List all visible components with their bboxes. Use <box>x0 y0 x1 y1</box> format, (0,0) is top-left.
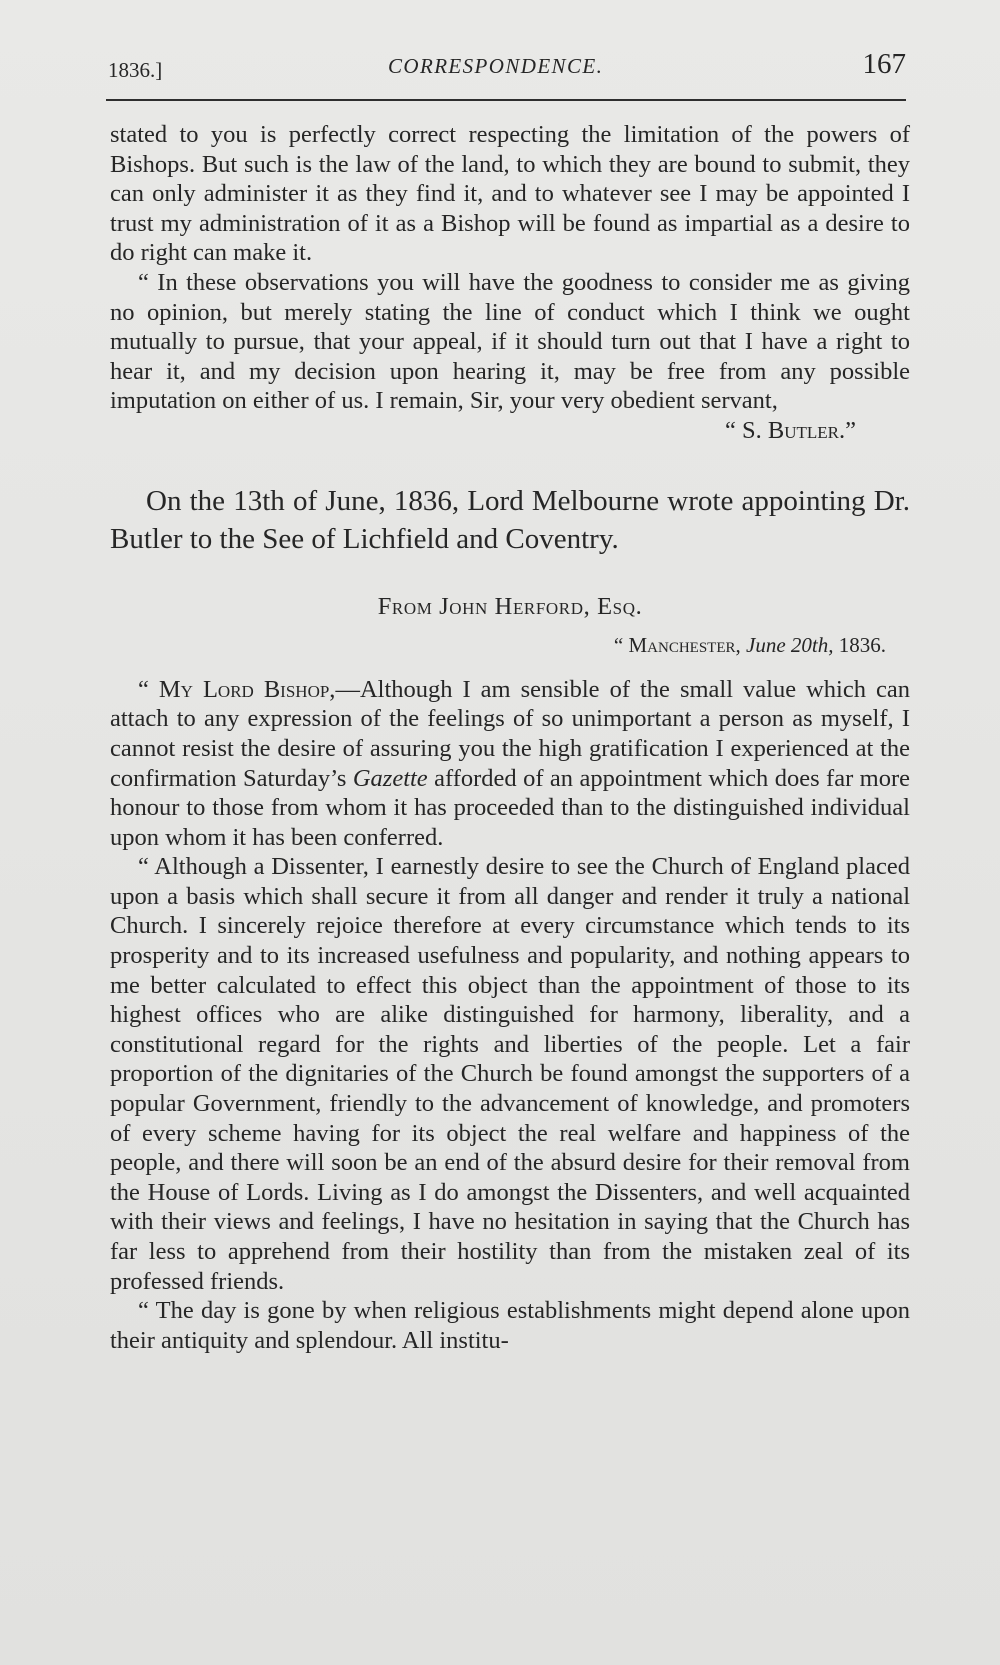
dateline-year: 1836. <box>833 633 886 658</box>
announcement: On the 13th of June, 1836, Lord Melbourne wrote appointing Dr. Butler to the See of Lichfield and Coventry. <box>110 484 910 555</box>
letter2-heading: From John Herford, Esq. <box>377 592 643 620</box>
salutation: “ My Lord Bishop, <box>138 675 336 703</box>
para1-text-b: afforded of an appointment which does far more honour to those from whom it has proceeded than to the distinguished individual upon whom it has been conferred. <box>110 764 910 851</box>
gazette-title: Gazette <box>352 764 428 792</box>
header-rule <box>106 99 906 101</box>
page-number: 167 <box>862 48 906 80</box>
letter2-paragraph-3: “ The day is gone by when religious establishments might depend alone upon their antiquity and splendour. All institu- <box>110 1297 910 1354</box>
para1-text-a: —Although I am sensible of the small value which can attach to any expression of the feelings of so unimportant a person as myself, I cannot resist the desire of assuring you the high gratification I experienced at the confirmation Saturday’s <box>110 675 910 792</box>
running-header <box>108 48 908 88</box>
letter2-paragraph-1 <box>110 675 910 853</box>
dateline-date: June 20th, <box>746 633 834 658</box>
header-title: CORRESPONDENCE. <box>388 54 604 78</box>
page-body <box>110 120 910 1355</box>
letter1-continuation: stated to you is perfectly correct respecting the limitation of the powers of Bishops. But such is the law of the land, to which they are bound to submit, they can only administer it as they find it, and to whatever see I may be appointed I trust my administration of it as a Bishop will be found as impartial as a desire to do right can make it. <box>110 121 910 267</box>
letter1-signature: “ S. Butler.” <box>725 416 856 444</box>
header-year: 1836.] <box>108 58 163 82</box>
dateline-place: “ Manchester, <box>613 633 747 658</box>
letter2-dateline <box>110 631 910 661</box>
letter2-paragraph-2: “ Although a Dissenter, I earnestly desire to see the Church of England placed upon a basis which shall secure it from all danger and render it truly a national Church. I sincerely rejoice therefore at every circumstance which tends to its prosperity and to its increased usefulness and popularity, and nothing appears to me better calculated to effect this object than the appointment of those to its highest offices who are alike distinguished for harmony, liberality, and a constitutional regard for the rights and liberties of the people. Let a fair proportion of the dignitaries of the Church be found amongst the supporters of a popular Government, friendly to the advancement of knowledge, and promoters of every scheme having for its object the real welfare and happiness of the people, and there will soon be an end of the absurd desire for their removal from the House of Lords. Living as I do amongst the Dissenters, and well acquainted with their views and feelings, I have no hesitation in saying that the Church has far less to apprehend from their hostility than from the mistaken zeal of its professed friends. <box>110 853 910 1295</box>
letter1-paragraph: “ In these observations you will have the goodness to consider me as giving no opinion, but merely stating the line of conduct which I think we ought mutually to pursue, that your appeal, if it should turn out that I have a right to hear it, and my decision upon hearing it, may be free from any possible imputation on either of us. I remain, Sir, your very obedient servant, <box>110 268 910 415</box>
